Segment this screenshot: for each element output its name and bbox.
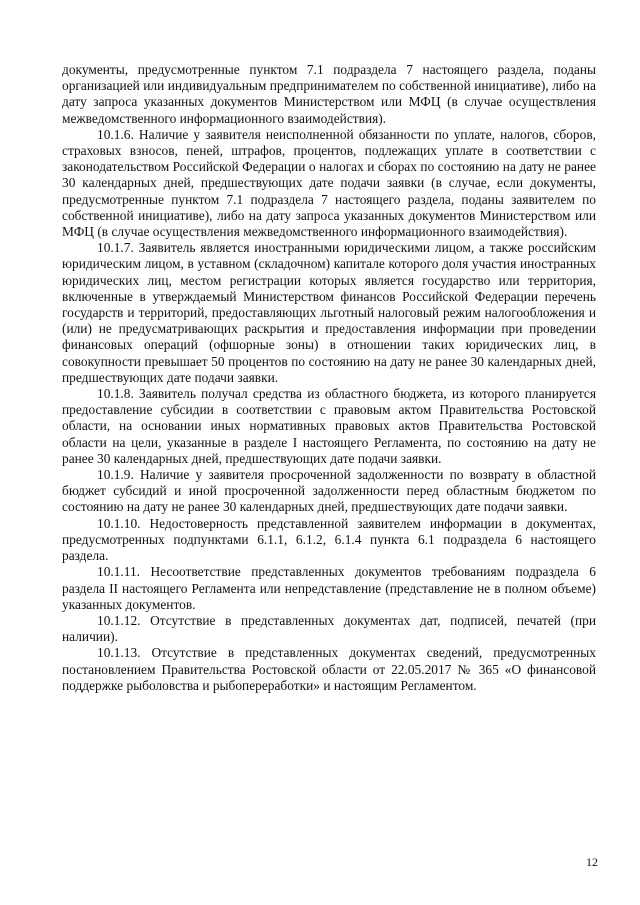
paragraph-10-1-6: 10.1.6. Наличие у заявителя неисполненной обязанности по уплате, налогов, сборов, страховых взносов, пеней, штрафов, процентов, подлежащих уплате в соответствии с законодательством Российской Федерации о налогах и сборах по состоянию на дату не ранее 30 календарных дней, предшествующих дате подачи заявки (в случае, если документы, предусмотренные пунктом 7.1 подраздела 7 настоящего раздела, поданы заявителем по собственной инициативе), либо на дату запроса указанных документов Министерством или МФЦ (в случае осуществления межведомственного информационного взаимодействия). xyxy=(62,126,596,240)
paragraph-10-1-8: 10.1.8. Заявитель получал средства из областного бюджета, из которого планируется предоставление субсидии в соответствии с правовым актом Правительства Ростовской области, на основании иных нормативных правовых актов Правительства Ростовской области на цели, указанные в разделе I настоящего Регламента, по состоянию на дату не ранее 30 календарных дней, предшествующих дате подачи заявки. xyxy=(62,386,596,466)
document-page xyxy=(62,62,596,694)
paragraph-10-1-13: 10.1.13. Отсутствие в представленных документах сведений, предусмотренных постановлением Правительства Ростовской области от 22.05.2017 № 365 «О финансовой поддержке рыболовства и рыбопереработки» и настоящим Регламентом. xyxy=(62,645,596,693)
paragraph-10-1-11: 10.1.11. Несоответствие представленных документов требованиям подраздела 6 раздела II настоящего Регламента или непредставление (представление не в полном объеме) указанных документов. xyxy=(62,564,596,612)
paragraph-10-1-9: 10.1.9. Наличие у заявителя просроченной задолженности по возврату в областной бюджет субсидий и иной просроченной задолженности перед областным бюджетом по состоянию на дату не ранее 30 календарных дней, предшествующих дате подачи заявки. xyxy=(62,467,596,515)
paragraph-10-1-7: 10.1.7. Заявитель является иностранными юридическими лицом, а также российским юридическим лицом, в уставном (складочном) капитале которого доля участия иностранных юридических лиц, местом регистрации которых является государство или территория, включенные в утверждаемый Министерством финансов Российской Федерации перечень государств и территорий, предоставляющих льготный налоговый режим налогообложения и (или) не предусматривающих раскрытия и предоставления информации при проведении финансовых операций (офшорные зоны) в отношении таких юридических лиц, в совокупности превышает 50 процентов по состоянию на дату не ранее 30 календарных дней, предшествующих дате подачи заявки. xyxy=(62,240,596,385)
paragraph-continuation: документы, предусмотренные пунктом 7.1 подраздела 7 настоящего раздела, поданы организацией или индивидуальным предпринимателем по собственной инициативе), либо на дату запроса указанных документов Министерством или МФЦ (в случае осуществления межведомственного информационного взаимодействия). xyxy=(62,62,596,126)
paragraph-10-1-12: 10.1.12. Отсутствие в представленных документах дат, подписей, печатей (при наличии). xyxy=(62,612,596,645)
paragraph-10-1-10: 10.1.10. Недостоверность представленной заявителем информации в документах, предусмотренных подпунктами 6.1.1, 6.1.2, 6.1.4 пункта 6.1 подраздела 6 настоящего раздела. xyxy=(62,515,596,564)
page-number: 12 xyxy=(586,855,598,869)
